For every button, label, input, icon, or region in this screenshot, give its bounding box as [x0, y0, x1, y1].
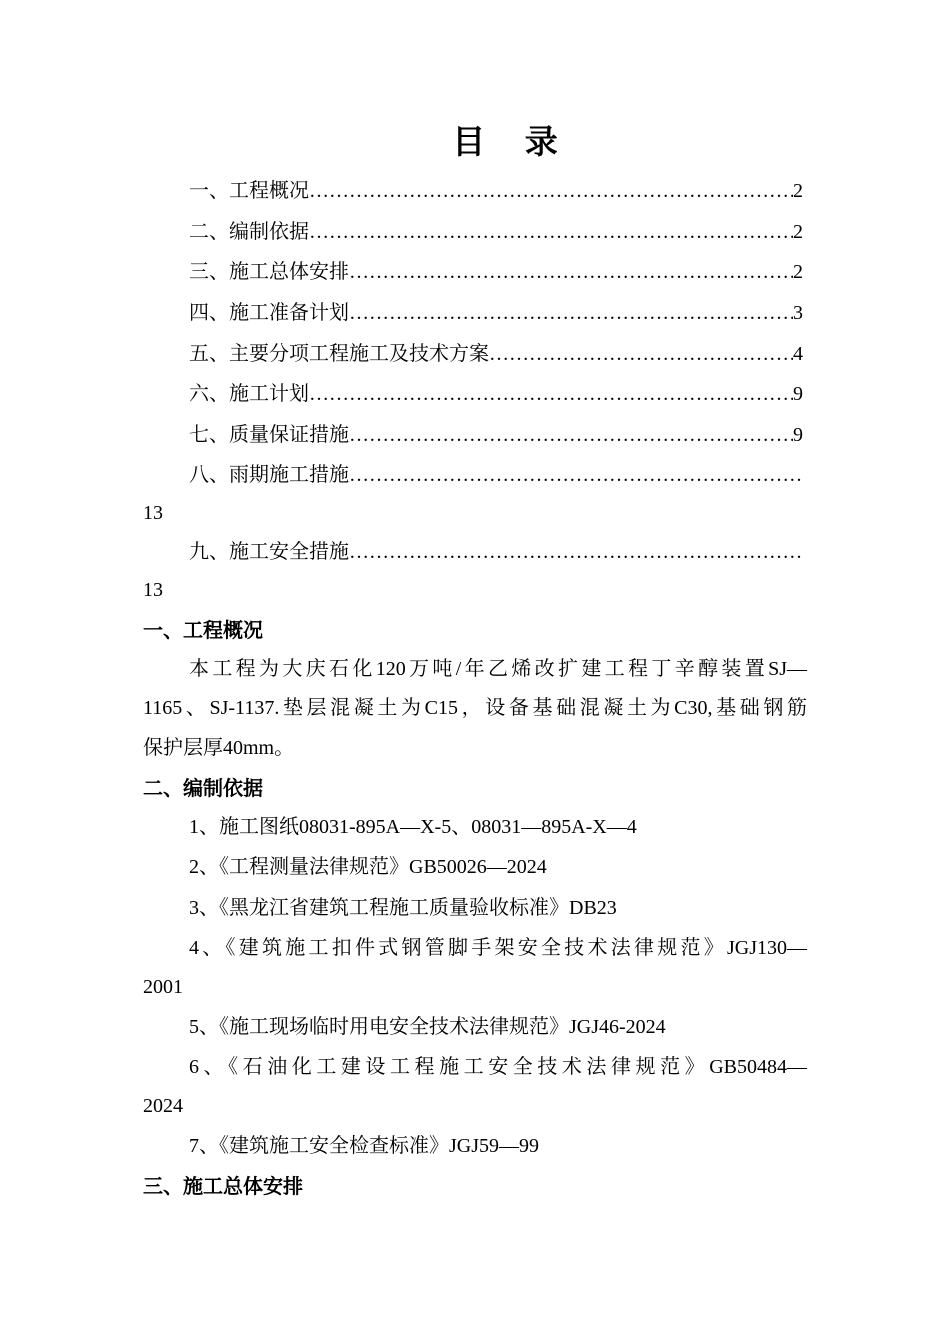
toc-entry[interactable] — [189, 218, 803, 246]
toc-label: 三、施工总体安排 — [189, 261, 349, 283]
toc-label: 一、工程概况 — [189, 180, 309, 202]
toc-leader — [349, 299, 793, 327]
toc-page-number: 3 — [793, 302, 803, 324]
toc-entry[interactable] — [189, 461, 803, 489]
toc-label: 四、施工准备计划 — [189, 302, 349, 324]
list-item-continuation: 2024 — [143, 1095, 183, 1117]
toc-label: 五、主要分项工程施工及技术方案 — [189, 343, 489, 365]
list-item: 4、《建筑施工扣件式钢管脚手架安全技术法律规范》JGJ130— — [189, 937, 807, 959]
toc-entry[interactable] — [189, 258, 803, 286]
paragraph-line: 1165、SJ-1137.垫层混凝土为C15，设备基础混凝土为C30,基础钢筋 — [143, 697, 807, 719]
toc-page-number: 2 — [793, 180, 803, 202]
toc-leader — [349, 538, 803, 566]
toc-label: 二、编制依据 — [189, 221, 309, 243]
list-item: 5、《施工现场临时用电安全技术法律规范》JGJ46-2024 — [189, 1016, 666, 1038]
toc-leader — [489, 340, 793, 368]
toc-page-number: 4 — [793, 343, 803, 365]
paragraph-line: 本工程为大庆石化120万吨/年乙烯改扩建工程丁辛醇装置SJ— — [189, 658, 807, 680]
section-heading: 二、编制依据 — [143, 776, 263, 800]
toc-leader — [349, 258, 793, 286]
toc-page-number: 9 — [793, 383, 803, 405]
list-item: 6、《石油化工建设工程施工安全技术法律规范》GB50484— — [189, 1056, 807, 1078]
toc-page-number: 13 — [143, 502, 163, 524]
toc-page-number: 2 — [793, 221, 803, 243]
toc-entry[interactable] — [189, 380, 803, 408]
toc-leader — [309, 218, 793, 246]
toc-leader — [349, 421, 793, 449]
paragraph-line: 保护层厚40mm。 — [143, 737, 295, 759]
toc-label: 八、雨期施工措施 — [189, 464, 349, 486]
section-heading: 一、工程概况 — [143, 618, 263, 642]
toc-leader — [309, 380, 793, 408]
list-item: 2、《工程测量法律规范》GB50026—2024 — [189, 856, 547, 878]
toc-label: 九、施工安全措施 — [189, 541, 349, 563]
list-item: 7、《建筑施工安全检查标准》JGJ59—99 — [189, 1135, 540, 1157]
toc-entry[interactable] — [189, 421, 803, 449]
toc-page-number: 13 — [143, 579, 163, 601]
toc-label: 六、施工计划 — [189, 383, 309, 405]
toc-leader — [309, 177, 793, 205]
toc-entry[interactable] — [189, 299, 803, 327]
toc-entry[interactable] — [189, 538, 803, 566]
toc-leader — [349, 461, 803, 489]
toc-entry[interactable] — [189, 177, 803, 205]
toc-entry[interactable] — [189, 340, 803, 368]
toc-page-number: 9 — [793, 424, 803, 446]
list-item: 3、《黑龙江省建筑工程施工质量验收标准》DB23 — [189, 897, 617, 919]
toc-label: 七、质量保证措施 — [189, 424, 349, 446]
list-item-continuation: 2001 — [143, 976, 183, 998]
toc-page-number: 2 — [793, 261, 803, 283]
section-heading: 三、施工总体安排 — [143, 1174, 303, 1198]
page-title: 目 录 — [452, 122, 572, 161]
list-item: 1、施工图纸08031-895A—X-5、08031—895A-X—4 — [189, 816, 637, 838]
